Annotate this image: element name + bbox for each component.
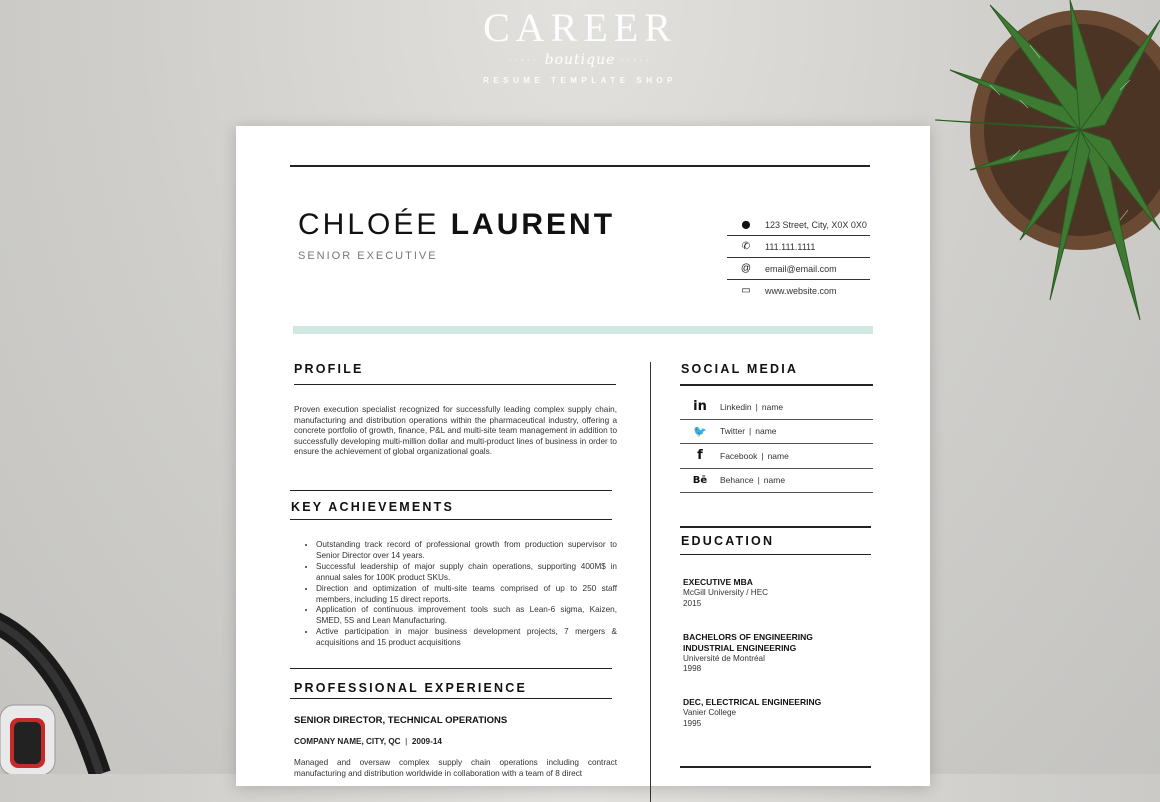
social-handle: name — [761, 401, 784, 412]
social-row — [680, 395, 873, 420]
contact-text: email@email.com — [765, 263, 837, 274]
social-separator: | — [761, 450, 764, 461]
monitor-icon: ▭ — [741, 285, 751, 296]
education-school: Université de Montréal — [683, 653, 765, 663]
divider — [680, 384, 873, 386]
brand-tagline: RESUME TEMPLATE SHOP — [483, 76, 677, 85]
education-year: 1995 — [683, 718, 702, 728]
social-network: Linkedin — [720, 401, 752, 412]
column-divider — [650, 362, 651, 802]
education-school: McGill University / HEC — [683, 588, 769, 597]
education-degree: EXECUTIVE MBA — [683, 577, 753, 587]
education-item — [683, 632, 873, 676]
resume-page — [236, 126, 930, 786]
headphones-icon — [0, 610, 120, 774]
divider — [680, 766, 871, 768]
contact-row — [727, 258, 870, 280]
social-network: Facebook — [720, 450, 758, 461]
plant-icon — [930, 0, 1160, 330]
social-row — [680, 469, 873, 494]
candidate-name: CHLOÉE LAURENT — [298, 208, 616, 241]
social-handle: name — [767, 450, 789, 461]
education-degree: INDUSTRIAL ENGINEERING — [683, 642, 797, 653]
contact-row — [727, 214, 870, 236]
divider — [290, 668, 612, 669]
achievements-heading: KEY ACHIEVEMENTS — [291, 500, 455, 514]
social-separator: | — [757, 475, 760, 486]
top-rule — [290, 165, 870, 167]
phone-icon: ✆ — [741, 241, 751, 252]
brand-title: CAREER — [483, 5, 677, 50]
facebook-icon: f — [697, 448, 703, 464]
divider — [290, 698, 612, 699]
achievement-item: • Successful leadership of major supply chain operations, supporting 400M$ in annual sales for 100K product SKUs. — [316, 562, 617, 584]
experience-heading: PROFESSIONAL EXPERIENCE — [294, 681, 528, 695]
linkedin-icon: in — [693, 399, 707, 415]
experience-job-title: SENIOR DIRECTOR, TECHNICAL OPERATIONS — [294, 715, 508, 726]
accent-bar — [293, 326, 873, 334]
twitter-icon: 🐦 — [693, 424, 707, 438]
achievement-item: • Direction and optimization of multi-site teams comprised of up to 250 staff members, including 15 direct reports. — [316, 584, 617, 606]
contact-text: www.website.com — [765, 285, 837, 296]
education-school: Vanier College — [683, 708, 737, 718]
education-heading: EDUCATION — [681, 534, 775, 548]
contact-row — [727, 236, 870, 258]
social-separator: | — [749, 426, 752, 437]
brand-script: ····· boutique ····· — [508, 52, 652, 68]
contact-text: 111.111.1111 — [765, 241, 816, 252]
social-handle: name — [763, 475, 786, 486]
education-degree: BACHELORS OF ENGINEERING — [683, 631, 813, 642]
education-degree: DEC, ELECTRICAL ENGINEERING — [683, 697, 822, 708]
contact-block — [727, 214, 870, 301]
divider — [680, 554, 871, 555]
contact-row — [727, 280, 870, 301]
candidate-title: SENIOR EXECUTIVE — [298, 250, 438, 262]
social-network: Twitter — [720, 426, 746, 437]
experience-text: Managed and oversaw complex supply chain operations including contract manufacturing and distribution worldwide in collaboration with a team of 8 direct — [294, 758, 617, 778]
divider — [290, 519, 612, 520]
divider — [680, 526, 871, 528]
profile-heading: PROFILE — [294, 362, 364, 376]
at-icon: @ — [740, 263, 752, 274]
profile-text: Proven execution specialist recognized for successfully leading complex supply chain, manufacturing and distribution operations within the pharmaceutical industry, offering a concrete portfolio of growth, finance, P&L and multi-site team management in addition to successfully developing multi-million dollar and multi-product lines of business in order to ensure the achievement of global organizational goals. — [294, 405, 617, 457]
achievement-item: • Outstanding track record of professional growth from production supervisor to Senior Director over 14 years. — [316, 540, 617, 562]
social-list — [680, 395, 873, 493]
social-network: Behance — [720, 475, 754, 486]
behance-icon: Bē — [692, 474, 708, 486]
experience-company: COMPANY NAME, CITY, QC | 2009-14 — [294, 737, 442, 746]
location-pin-icon: ⬤ — [741, 220, 751, 229]
education-list — [683, 577, 873, 730]
education-year: 1998 — [683, 664, 702, 674]
social-separator: | — [755, 401, 758, 412]
education-year: 2015 — [683, 598, 702, 608]
education-item — [683, 697, 873, 730]
social-row — [680, 420, 873, 445]
social-row — [680, 444, 873, 469]
social-handle: name — [755, 426, 777, 437]
achievements-list — [296, 540, 617, 649]
education-item — [683, 577, 873, 610]
divider — [294, 384, 616, 385]
divider — [290, 490, 612, 491]
contact-text: 123 Street, City, X0X 0X0 — [765, 219, 867, 230]
achievement-item: • Application of continuous improvement tools such as Lean-6 sigma, Kaizen, SMED, 5S and Lean Manufacturing. — [316, 605, 617, 627]
social-heading: SOCIAL MEDIA — [681, 362, 799, 376]
achievement-item: • Active participation in major business development projects, 7 mergers & acquisitions and 15 product acquisitions — [316, 627, 617, 649]
